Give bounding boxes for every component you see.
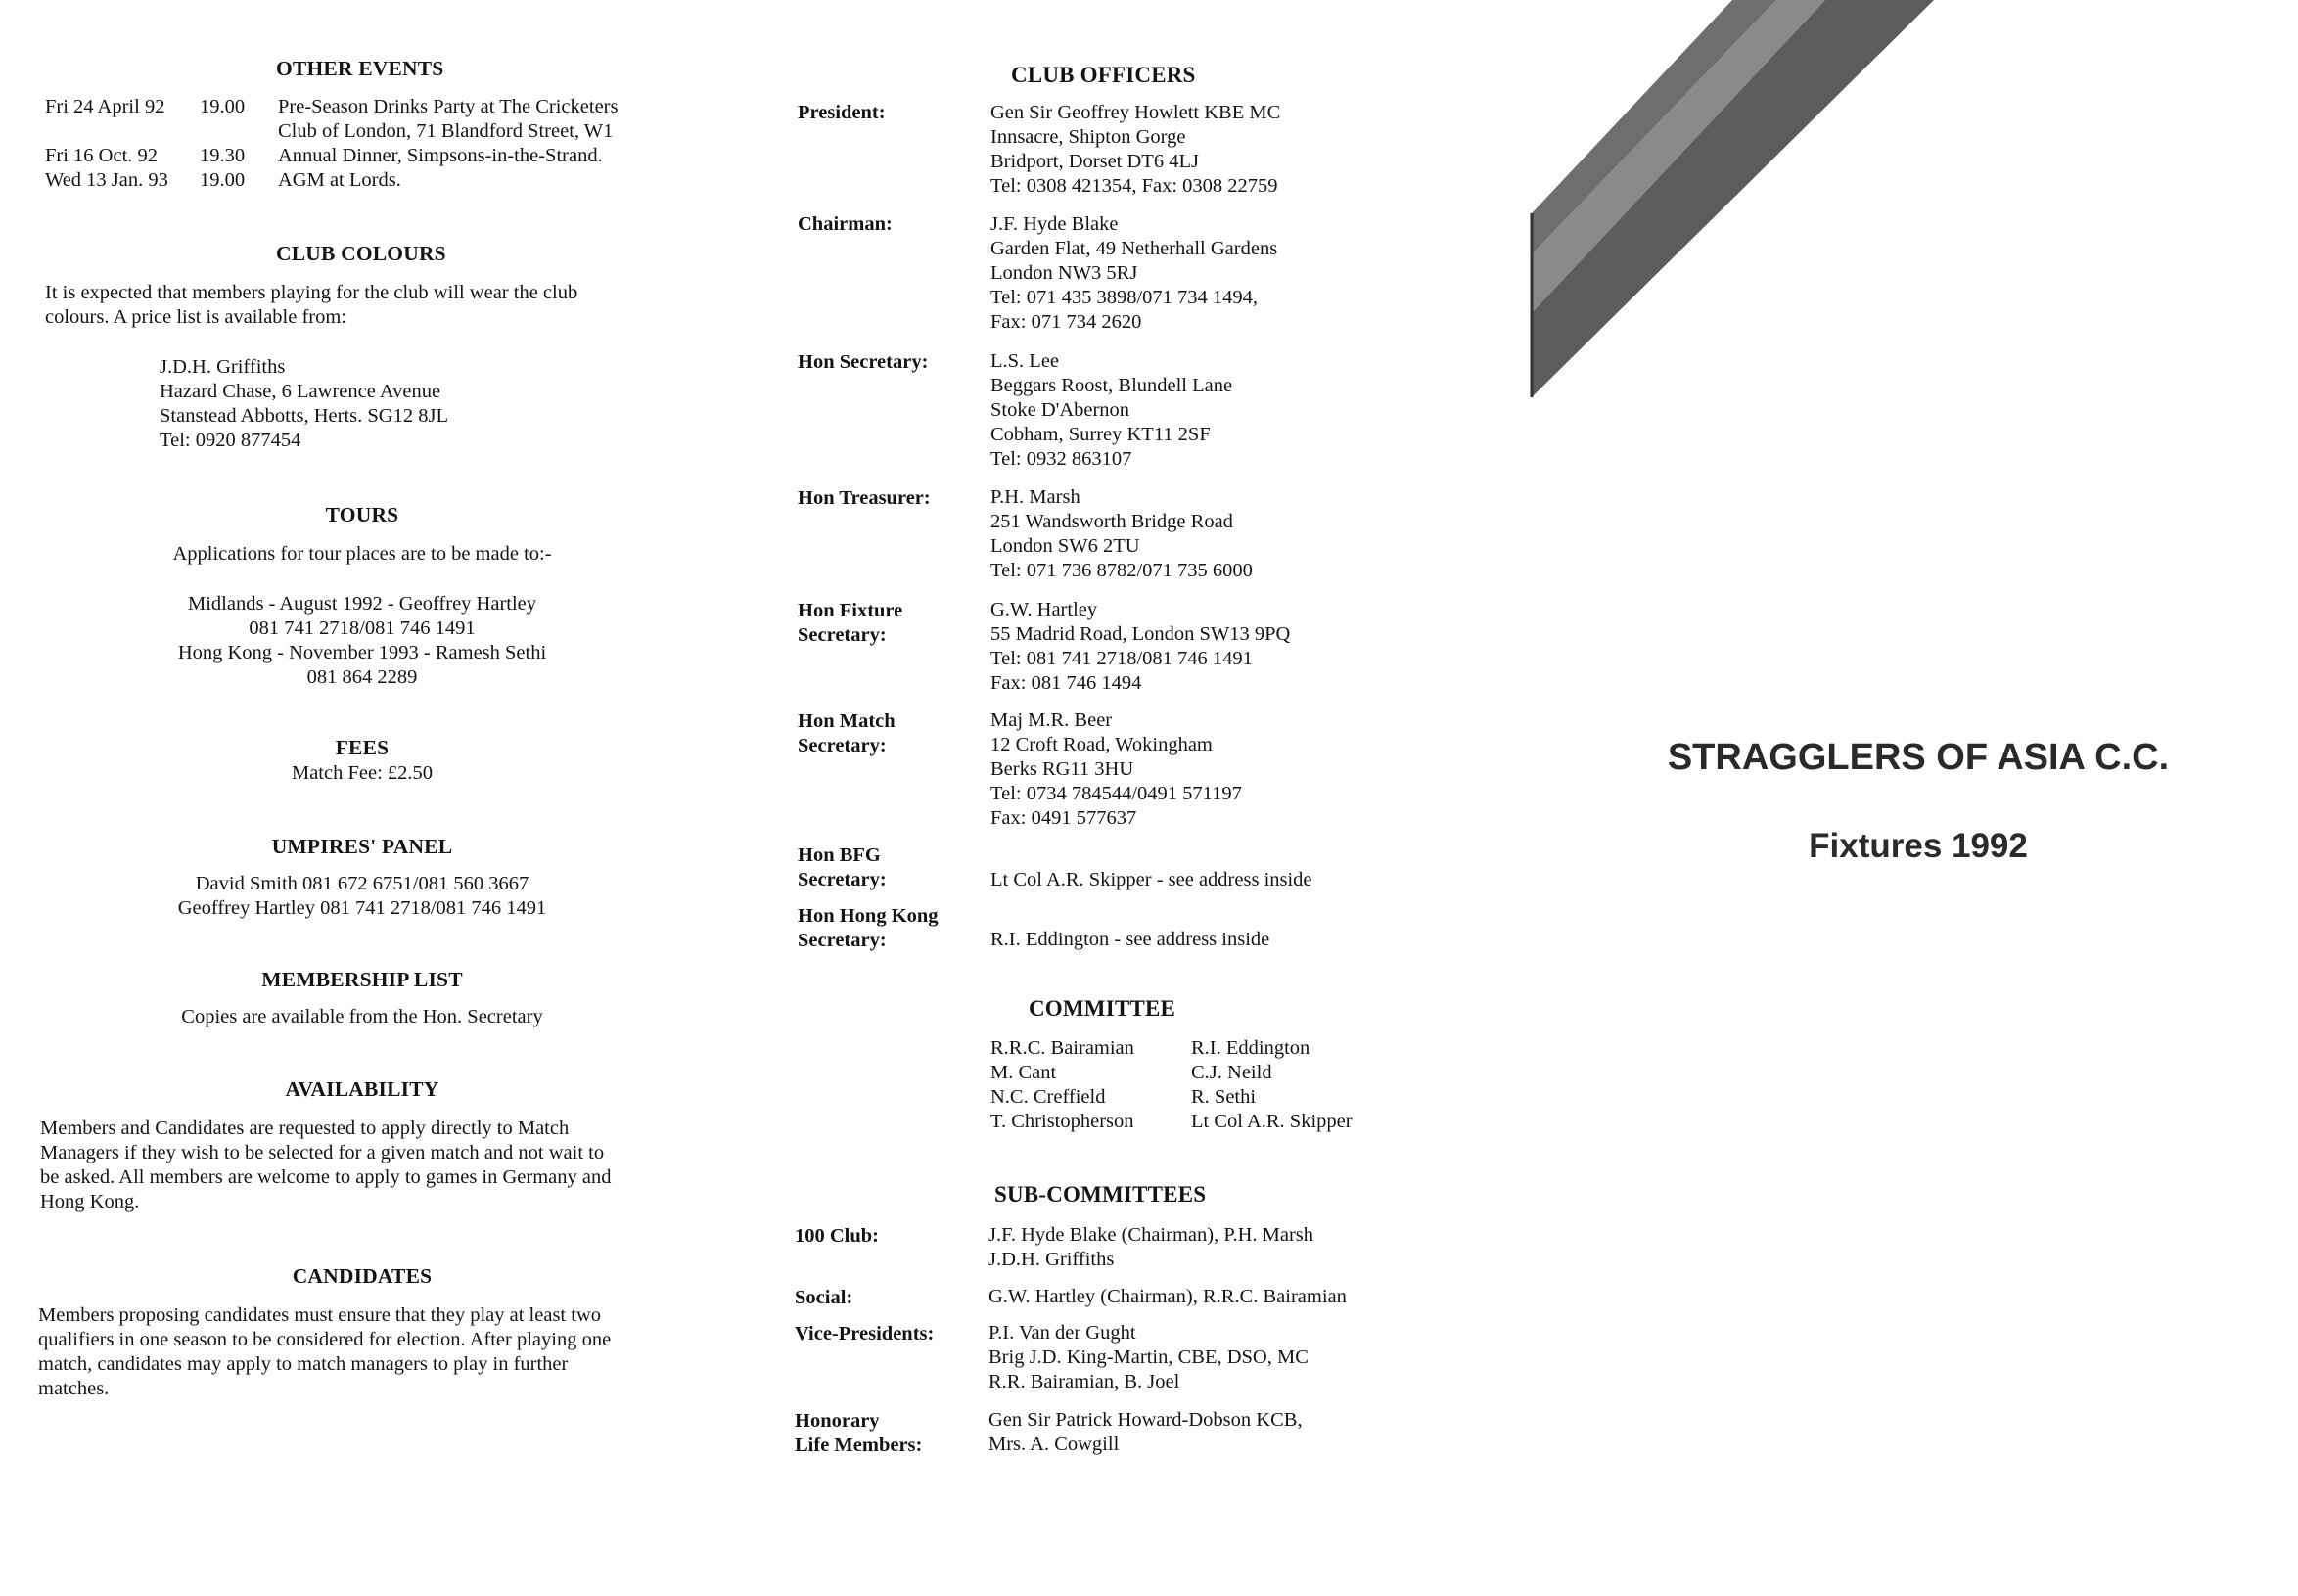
event-time: 19.00 <box>200 96 246 117</box>
event-description: Annual Dinner, Simpsons-in-the-Strand. <box>278 145 603 166</box>
officer-line: Bridport, Dorset DT6 4LJ <box>990 151 1199 172</box>
text-line: matches. <box>38 1378 110 1399</box>
subcommittee-line: Brig J.D. King-Martin, CBE, DSO, MC <box>988 1346 1309 1368</box>
umpires-heading: UMPIRES' PANEL <box>271 835 453 858</box>
subcommittee-line: J.D.H. Griffiths <box>988 1249 1115 1270</box>
officer-line: Tel: 081 741 2718/081 746 1491 <box>990 648 1253 669</box>
subcommittee-100-club <box>988 1223 1313 1272</box>
officer-line: Fax: 081 746 1494 <box>990 672 1142 694</box>
text-line: Members proposing candidates must ensure that they play at least two <box>38 1304 602 1326</box>
committee-member: R.I. Eddington <box>1191 1037 1310 1059</box>
officer-line: Tel: 071 736 8782/071 735 6000 <box>990 560 1253 581</box>
subcommittee-line: Mrs. A. Cowgill <box>988 1434 1120 1455</box>
officer-label: Secretary: <box>798 869 887 890</box>
officer-line: Innsacre, Shipton Gorge <box>990 126 1186 148</box>
committee-heading: COMMITTEE <box>1029 996 1176 1021</box>
subcommittee-label: Vice-Presidents: <box>795 1323 935 1345</box>
text-line: qualifiers in one season to be considered for election. After playing one <box>38 1329 612 1350</box>
availability-heading: AVAILABILITY <box>285 1077 439 1101</box>
text-line: Managers if they wish to be selected for a given match and not wait to <box>40 1142 605 1163</box>
club-colours-text: colours. A price list is available from: <box>45 306 347 328</box>
umpire-line: David Smith 081 672 6751/081 560 3667 <box>195 873 529 894</box>
officer-line: Tel: 0734 784544/0491 571197 <box>990 783 1242 804</box>
officer-label: President: <box>798 102 886 123</box>
officer-line: G.W. Hartley <box>990 599 1098 620</box>
officer-line: 55 Madrid Road, London SW13 9PQ <box>990 623 1291 645</box>
officer-line: Stoke D'Abernon <box>990 399 1130 421</box>
membership-text: Copies are available from the Hon. Secretary <box>181 1006 543 1027</box>
officer-line: L.S. Lee <box>990 350 1060 372</box>
officer-hon-match-secretary <box>990 708 1242 831</box>
club-officers-heading: CLUB OFFICERS <box>1011 63 1196 87</box>
subcommittee-label: Social: <box>795 1287 853 1308</box>
officer-label: Hon Hong Kong <box>798 905 939 927</box>
officer-label: Chairman: <box>798 213 893 235</box>
subcommittee-line: G.W. Hartley (Chairman), R.R.C. Bairamian <box>988 1286 1347 1307</box>
tour-line: 081 864 2289 <box>306 666 418 688</box>
officer-line: Fax: 071 734 2620 <box>990 311 1142 333</box>
officer-label: Hon Fixture <box>798 600 903 621</box>
club-colours-address <box>160 355 448 453</box>
tours-list <box>69 592 656 690</box>
tour-line: 081 741 2718/081 746 1491 <box>249 617 476 639</box>
address-line: Tel: 0920 877454 <box>160 430 301 451</box>
candidates-text <box>38 1303 611 1401</box>
officer-label: Secretary: <box>798 930 887 951</box>
text-line: match, candidates may apply to match managers to play in further <box>38 1353 569 1375</box>
subcommittee-line: Gen Sir Patrick Howard-Dobson KCB, <box>988 1409 1303 1431</box>
officer-line: Cobham, Surrey KT11 2SF <box>990 424 1211 445</box>
subcommittee-honorary-life-members <box>988 1408 1303 1457</box>
officer-line: J.F. Hyde Blake <box>990 213 1119 235</box>
subcommittees-heading: SUB-COMMITTEES <box>994 1182 1207 1207</box>
event-date: Wed 13 Jan. 93 <box>45 169 168 191</box>
text-line: be asked. All members are welcome to apply to games in Germany and <box>40 1166 612 1188</box>
subcommittee-line: J.F. Hyde Blake (Chairman), P.H. Marsh <box>988 1224 1314 1246</box>
officer-line: Gen Sir Geoffrey Howlett KBE MC <box>990 102 1281 123</box>
event-time: 19.30 <box>200 145 246 166</box>
officer-line: Berks RG11 3HU <box>990 758 1134 780</box>
committee-member: T. Christopherson <box>990 1111 1134 1132</box>
subcommittee-line: P.I. Van der Gught <box>988 1322 1136 1344</box>
umpire-line: Geoffrey Hartley 081 741 2718/081 746 1491 <box>177 897 547 919</box>
committee-column-2 <box>1191 1036 1353 1134</box>
officer-line: Tel: 0932 863107 <box>990 448 1132 470</box>
club-colours-heading: CLUB COLOURS <box>276 242 446 265</box>
officer-president <box>990 101 1280 199</box>
committee-column-1 <box>990 1036 1134 1134</box>
officer-line: Tel: 071 435 3898/071 734 1494, <box>990 287 1259 308</box>
text-line: Hong Kong. <box>40 1191 140 1212</box>
event-time: 19.00 <box>200 169 246 191</box>
club-colours-text: It is expected that members playing for the club will wear the club <box>45 282 578 303</box>
officer-line: 12 Croft Road, Wokingham <box>990 734 1213 755</box>
address-line: Stanstead Abbotts, Herts. SG12 8JL <box>160 405 448 427</box>
membership-heading: MEMBERSHIP LIST <box>261 968 463 991</box>
officer-line: Lt Col A.R. Skipper - see address inside <box>990 869 1312 890</box>
committee-member: R. Sethi <box>1191 1086 1257 1108</box>
subcommittee-line: R.R. Bairamian, B. Joel <box>988 1371 1180 1392</box>
officer-chairman <box>990 212 1277 335</box>
subcommittee-label: Life Members: <box>795 1435 923 1456</box>
subcommittee-label: Honorary <box>795 1410 880 1432</box>
officer-line: Fax: 0491 577637 <box>990 807 1137 829</box>
officer-line: 251 Wandsworth Bridge Road <box>990 511 1233 532</box>
officer-hon-fixture-secretary <box>990 598 1290 696</box>
committee-member: M. Cant <box>990 1062 1057 1083</box>
officer-hon-treasurer <box>990 485 1253 583</box>
officer-line: London NW3 5RJ <box>990 262 1138 284</box>
tour-line: Midlands - August 1992 - Geoffrey Hartley <box>187 593 537 615</box>
event-date: Fri 24 April 92 <box>45 96 165 117</box>
tour-line: Hong Kong - November 1993 - Ramesh Sethi <box>177 642 547 663</box>
address-line: J.D.H. Griffiths <box>160 356 286 378</box>
club-tie-stripe-graphic <box>1527 0 1938 411</box>
cover-title: STRAGGLERS OF ASIA C.C. <box>1667 737 2170 778</box>
address-line: Hazard Chase, 6 Lawrence Avenue <box>160 381 441 402</box>
tours-intro: Applications for tour places are to be made to:- <box>172 543 552 565</box>
event-description: Club of London, 71 Blandford Street, W1 <box>278 120 614 142</box>
officer-line: Maj M.R. Beer <box>990 709 1113 731</box>
officer-label: Secretary: <box>798 735 887 756</box>
officer-line: Garden Flat, 49 Netherhall Gardens <box>990 238 1278 259</box>
event-description: Pre-Season Drinks Party at The Cricketers <box>278 96 619 117</box>
committee-member: N.C. Creffield <box>990 1086 1106 1108</box>
subcommittee-label: 100 Club: <box>795 1225 880 1247</box>
officer-line: P.H. Marsh <box>990 486 1080 508</box>
officer-line: Tel: 0308 421354, Fax: 0308 22759 <box>990 175 1278 197</box>
event-description: AGM at Lords. <box>278 169 401 191</box>
match-fee: Match Fee: £2.50 <box>291 762 434 784</box>
other-events-heading: OTHER EVENTS <box>276 57 444 80</box>
officer-label: Hon Treasurer: <box>798 487 931 509</box>
fees-heading: FEES <box>335 736 390 759</box>
committee-member: R.R.C. Bairamian <box>990 1037 1134 1059</box>
subcommittee-vice-presidents <box>988 1321 1309 1394</box>
officer-label: Hon Secretary: <box>798 351 929 373</box>
officer-label: Hon Match <box>798 710 896 732</box>
officer-label: Hon BFG <box>798 844 881 866</box>
officer-line: London SW6 2TU <box>990 535 1140 557</box>
event-date: Fri 16 Oct. 92 <box>45 145 159 166</box>
officer-line: R.I. Eddington - see address inside <box>990 929 1270 950</box>
officer-line: Beggars Roost, Blundell Lane <box>990 375 1233 396</box>
availability-text <box>40 1117 612 1214</box>
officer-hon-secretary <box>990 349 1232 472</box>
candidates-heading: CANDIDATES <box>292 1264 433 1288</box>
committee-member: Lt Col A.R. Skipper <box>1191 1111 1353 1132</box>
cover-subtitle: Fixtures 1992 <box>1809 827 2028 865</box>
officer-label: Secretary: <box>798 624 887 646</box>
committee-member: C.J. Neild <box>1191 1062 1272 1083</box>
tours-heading: TOURS <box>325 503 399 526</box>
text-line: Members and Candidates are requested to apply directly to Match <box>40 1117 570 1139</box>
